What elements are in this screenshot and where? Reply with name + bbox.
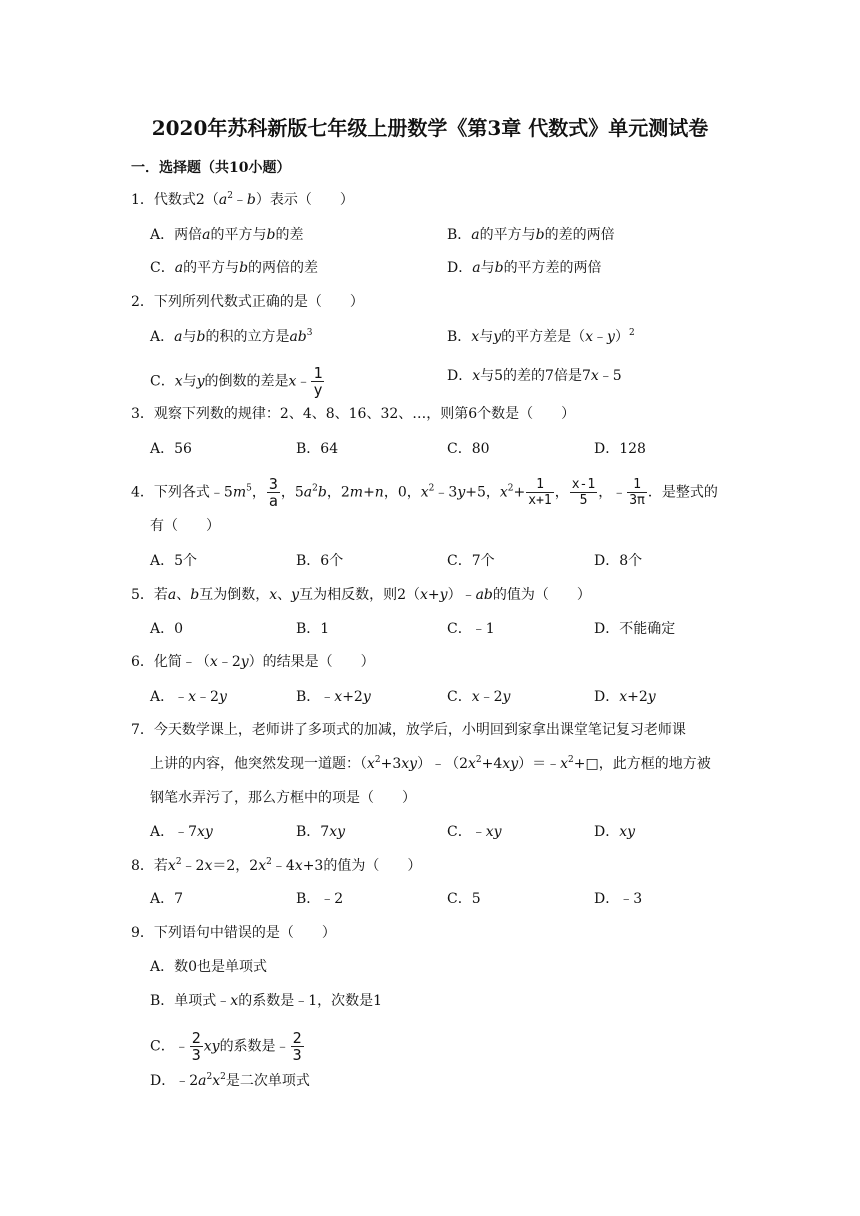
question-6-stem: 6．化简﹣（x﹣2y）的结果是（ ） [131, 654, 375, 670]
q1-option-c: C．a的平方与b的两倍的差 [150, 260, 319, 276]
q2-option-c: C．x与y的倒数的差是x﹣ $\frac{1}{y}$ [150, 364, 323, 399]
q3-option-b: B．64 [296, 441, 339, 457]
q6-option-c: C．x﹣2y [447, 689, 511, 705]
q5-option-d: D．不能确定 [594, 621, 676, 637]
q5-option-c: C．﹣1 [447, 621, 495, 637]
q9-option-a: A．数0也是单项式 [150, 959, 268, 975]
q4-option-a: A．5个 [150, 553, 198, 569]
question-4-stem: 4．下列各式$﹣5m^5$， $\frac{3}{a}$ ，$5a^2b$，2m+n，0，$x^2﹣3y+5$，$x^2+$ $\frac{1}{x+1}$ ， $\frac{x-1}{5}$ ，﹣ $\frac{1}{3\pi}$ ．是整式的 [131, 475, 718, 510]
q8-option-c: C．5 [447, 891, 481, 907]
q1-option-b: B．a的平方与b的差的两倍 [447, 227, 615, 243]
q7-option-b: B．7xy [296, 824, 346, 840]
q9-option-c: C．﹣ $\frac{2}{3}$ xy的系数是﹣ $\frac{2}{3}$ [150, 1029, 302, 1064]
question-7-line-1: 7．今天数学课上，老师讲了多项式的加减，放学后，小明回到家拿出课堂笔记复习老师课 [131, 722, 686, 738]
q9-option-d: D．$﹣2a^2x^2$是二次单项式 [150, 1072, 310, 1089]
q7-option-a: A．﹣7xy [150, 824, 213, 840]
q4-option-c: C．7个 [447, 553, 495, 569]
fraction-3-over-a: $\frac{3}{a}$ [268, 475, 278, 510]
q7-option-c: C．﹣xy [447, 824, 502, 840]
fraction-1-over-x-plus-1: $\frac{1}{x+1}$ [528, 477, 552, 508]
q3-option-a: A．56 [150, 441, 192, 457]
q6-option-d: D．x+2y [594, 689, 656, 705]
fraction-1-over-y: $\frac{1}{y}$ [313, 364, 323, 399]
q9-option-b: B．单项式﹣x的系数是﹣1，次数是1 [150, 993, 383, 1009]
q2-option-d: D．x与5的差的7倍是7x﹣5 [447, 368, 622, 384]
q2-option-a: A．a与b的积的立方是$ab^3$ [150, 328, 313, 345]
q1-option-d: D．a与b的平方差的两倍 [447, 260, 602, 276]
question-7-line-2: 上讲的内容，他突然发现一道题：$(x^2+3xy)﹣(2x^2+4xy)=﹣x^2+□$，此方框的地方被 [150, 755, 711, 772]
q6-option-b: B．﹣x+2y [296, 689, 371, 705]
page-title: 2020年苏科新版七年级上册数学《第3章 代数式》单元测试卷 [151, 116, 709, 140]
fraction-x-minus-1-over-5: $\frac{x-1}{5}$ [571, 477, 596, 508]
q7-option-d: D．xy [594, 824, 636, 840]
q2-option-b: B．x与y的平方差是（x﹣y）$^2$ [447, 328, 635, 345]
q8-option-b: B．﹣2 [296, 891, 344, 907]
q6-option-a: A．﹣x﹣2y [150, 689, 227, 705]
question-7-line-3: 钢笔水弄污了，那么方框中的项是（ ） [150, 790, 416, 806]
question-9-stem: 9．下列语句中错误的是（ ） [131, 925, 336, 941]
q8-option-d: D．﹣3 [594, 891, 643, 907]
q3-option-d: D．128 [594, 441, 646, 457]
question-3-stem: 3．观察下列数的规律：2、4、8、16、32、…，则第6个数是（ ） [131, 406, 576, 422]
question-4-stem-cont: 有（ ） [150, 518, 220, 534]
question-1-stem: 1．代数式$2(a^2﹣b)$表示（ ） [131, 191, 354, 208]
q5-option-a: A．0 [150, 621, 184, 637]
section-heading: 一．选择题（共10小题） [131, 160, 291, 176]
q1-option-a: A．两倍a的平方与b的差 [150, 227, 304, 243]
fraction-2-over-3: $\frac{2}{3}$ [191, 1029, 201, 1064]
question-5-stem: 5．若a、b互为倒数，x、y互为相反数，则2（x+y）﹣ab的值为（ ） [131, 587, 591, 603]
fraction-1-over-3pi: $\frac{1}{3\pi}$ [629, 477, 645, 508]
q5-option-b: B．1 [296, 621, 330, 637]
fraction-2-over-3: $\frac{2}{3}$ [292, 1029, 302, 1064]
q3-option-c: C．80 [447, 441, 490, 457]
q4-option-d: D．8个 [594, 553, 643, 569]
q8-option-a: A．7 [150, 891, 184, 907]
q4-option-b: B．6个 [296, 553, 344, 569]
question-8-stem: 8．若$x^2﹣2x=2$，$2x^2﹣4x+3$的值为（ ） [131, 857, 422, 874]
question-2-stem: 2．下列所列代数式正确的是（ ） [131, 294, 364, 310]
